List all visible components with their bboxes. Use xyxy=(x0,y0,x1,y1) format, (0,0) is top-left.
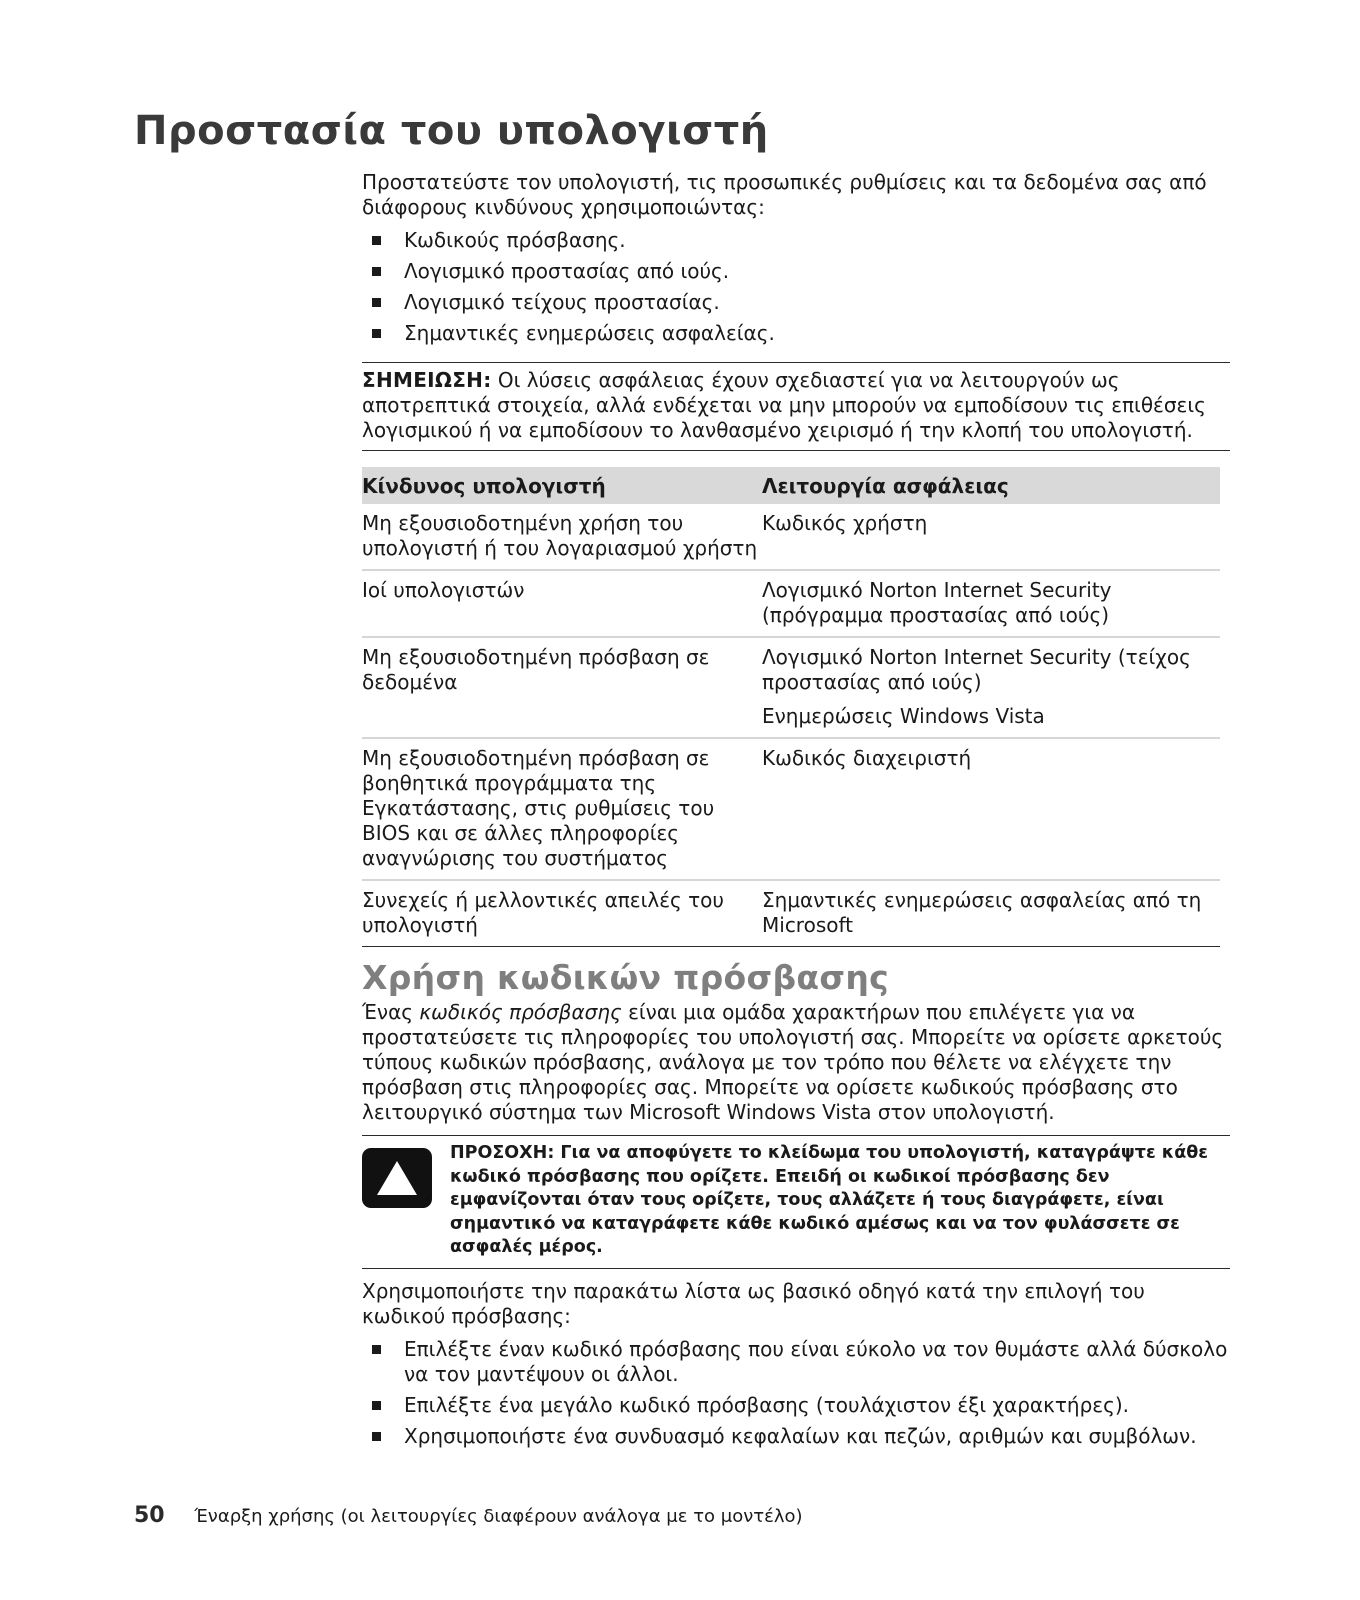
section-heading: Χρήση κωδικών πρόσβασης xyxy=(362,958,890,997)
risk-cell: Μη εξουσιοδοτημένη πρόσβαση σε δεδομένα xyxy=(362,637,762,738)
caution-text: ΠΡΟΣΟΧΗ: Για να αποφύγετε το κλείδωμα του υπολογιστή, καταγράψτε κάθε κωδικό πρόσβασης που ορίζετε. Επειδή οι κωδικοί πρόσβασης δεν εμφανίζονται όταν τους ορίζετε, τους αλλάζετε ή τους διαγράφετε, είναι σημαντικό να καταγράφετε κάθε κωδικό αμέσως και να τον φυλάσσετε σε ασφαλές μέρος. xyxy=(450,1143,1209,1257)
list-item: Επιλέξτε έναν κωδικό πρόσβασης που είναι εύκολο να τον θυμάστε αλλά δύσκολο να τον μαντέψουν οι άλλοι. xyxy=(362,1337,1230,1387)
list-item: Λογισμικό τείχους προστασίας. xyxy=(362,290,1230,315)
page-footer xyxy=(134,1503,803,1528)
list-item: Επιλέξτε ένα μεγάλο κωδικό πρόσβασης (τουλάχιστον έξι χαρακτήρες). xyxy=(362,1393,1230,1418)
list-item: Λογισμικό προστασίας από ιούς. xyxy=(362,259,1230,284)
risk-cell: Ιοί υπολογιστών xyxy=(362,570,762,637)
risk-table xyxy=(362,467,1220,947)
feature-extra-text: Ενημερώσεις Windows Vista xyxy=(762,704,1045,728)
passwords-paragraph xyxy=(362,1000,1230,1125)
table-row xyxy=(362,637,1220,738)
intro-paragraph: Προστατεύστε τον υπολογιστή, τις προσωπικές ρυθμίσεις και τα δεδομένα σας από διάφορους κινδύνους χρησιμοποιώντας: xyxy=(362,170,1207,219)
feature-cell: Λογισμικό Norton Internet Security (πρόγραμμα προστασίας από ιούς) xyxy=(762,570,1220,637)
page-title: Προστασία του υπολογιστή xyxy=(134,108,769,154)
tips-list xyxy=(362,1337,1230,1449)
note-box xyxy=(362,362,1230,451)
warning-triangle-icon xyxy=(362,1148,432,1208)
risk-cell: Μη εξουσιοδοτημένη πρόσβαση σε βοηθητικά προγράμματα της Εγκατάστασης, στις ρυθμίσεις του BIOS και σε άλλες πληροφορίες αναγνώρισης του συστήματος xyxy=(362,738,762,880)
table-header-row xyxy=(362,467,1220,504)
list-item: Κωδικούς πρόσβασης. xyxy=(362,228,1230,253)
main-content xyxy=(362,170,1230,1455)
caution-box xyxy=(362,1135,1230,1269)
table-row xyxy=(362,880,1220,947)
footer-text: Έναρξη χρήσης (οι λειτουργίες διαφέρουν ανάλογα με το μοντέλο) xyxy=(194,1506,803,1527)
list-item: Χρησιμοποιήστε ένα συνδυασμό κεφαλαίων και πεζών, αριθμών και συμβόλων. xyxy=(362,1424,1230,1449)
para-text-end: είναι μια ομάδα χαρακτήρων που επιλέγετε για να προστατεύσετε τις πληροφορίες του υπολογιστή σας. Μπορείτε να ορίσετε αρκετούς τύπους κωδικών πρόσβασης, ανάλογα με τον τρόπο που θέλετε να ελέγχετε την πρόσβαση στις πληροφορίες σας. Μπορείτε να ορίσετε κωδικούς πρόσβασης στο λειτουργικό σύστημα των Microsoft Windows Vista στον υπολογιστή. xyxy=(362,1000,1224,1124)
table-row xyxy=(362,570,1220,637)
column-header-feature: Λειτουργία ασφάλειας xyxy=(762,467,1220,504)
note-text: Οι λύσεις ασφάλειας έχουν σχεδιαστεί για να λειτουργούν ως αποτρεπτικά στοιχεία, αλλά ενδέχεται να μην μπορούν να εμποδίσουν τις επιθέσεις λογισμικού ή να εμποδίσουν το λανθασμένο χειρισμό ή την κλοπή του υπολογιστή. xyxy=(362,368,1206,442)
table-row xyxy=(362,504,1220,570)
feature-text: Λογισμικό Norton Internet Security (τείχος προστασίας από ιούς) xyxy=(762,645,1191,694)
feature-cell: Κωδικός χρήστη xyxy=(762,504,1220,570)
risk-cell: Συνεχείς ή μελλοντικές απειλές του υπολογιστή xyxy=(362,880,762,947)
para-emphasis: κωδικός πρόσβασης xyxy=(419,1000,622,1024)
protection-list xyxy=(362,228,1230,346)
table-row xyxy=(362,738,1220,880)
risk-cell: Μη εξουσιοδοτημένη χρήση του υπολογιστή ή του λογαριασμού χρήστη xyxy=(362,504,762,570)
feature-cell: Κωδικός διαχειριστή xyxy=(762,738,1220,880)
note-label: ΣΗΜΕΙΩΣΗ: xyxy=(362,368,492,392)
column-header-risk: Κίνδυνος υπολογιστή xyxy=(362,467,762,504)
list-item: Σημαντικές ενημερώσεις ασφαλείας. xyxy=(362,321,1230,346)
feature-cell: Σημαντικές ενημερώσεις ασφαλείας από τη Microsoft xyxy=(762,880,1220,947)
feature-cell xyxy=(762,637,1220,738)
para-text-start: Ένας xyxy=(362,1000,420,1024)
guide-intro: Χρησιμοποιήστε την παρακάτω λίστα ως βασικό οδηγό κατά την επιλογή του κωδικού πρόσβασης: xyxy=(362,1278,1145,1328)
page-number: 50 xyxy=(134,1503,165,1528)
